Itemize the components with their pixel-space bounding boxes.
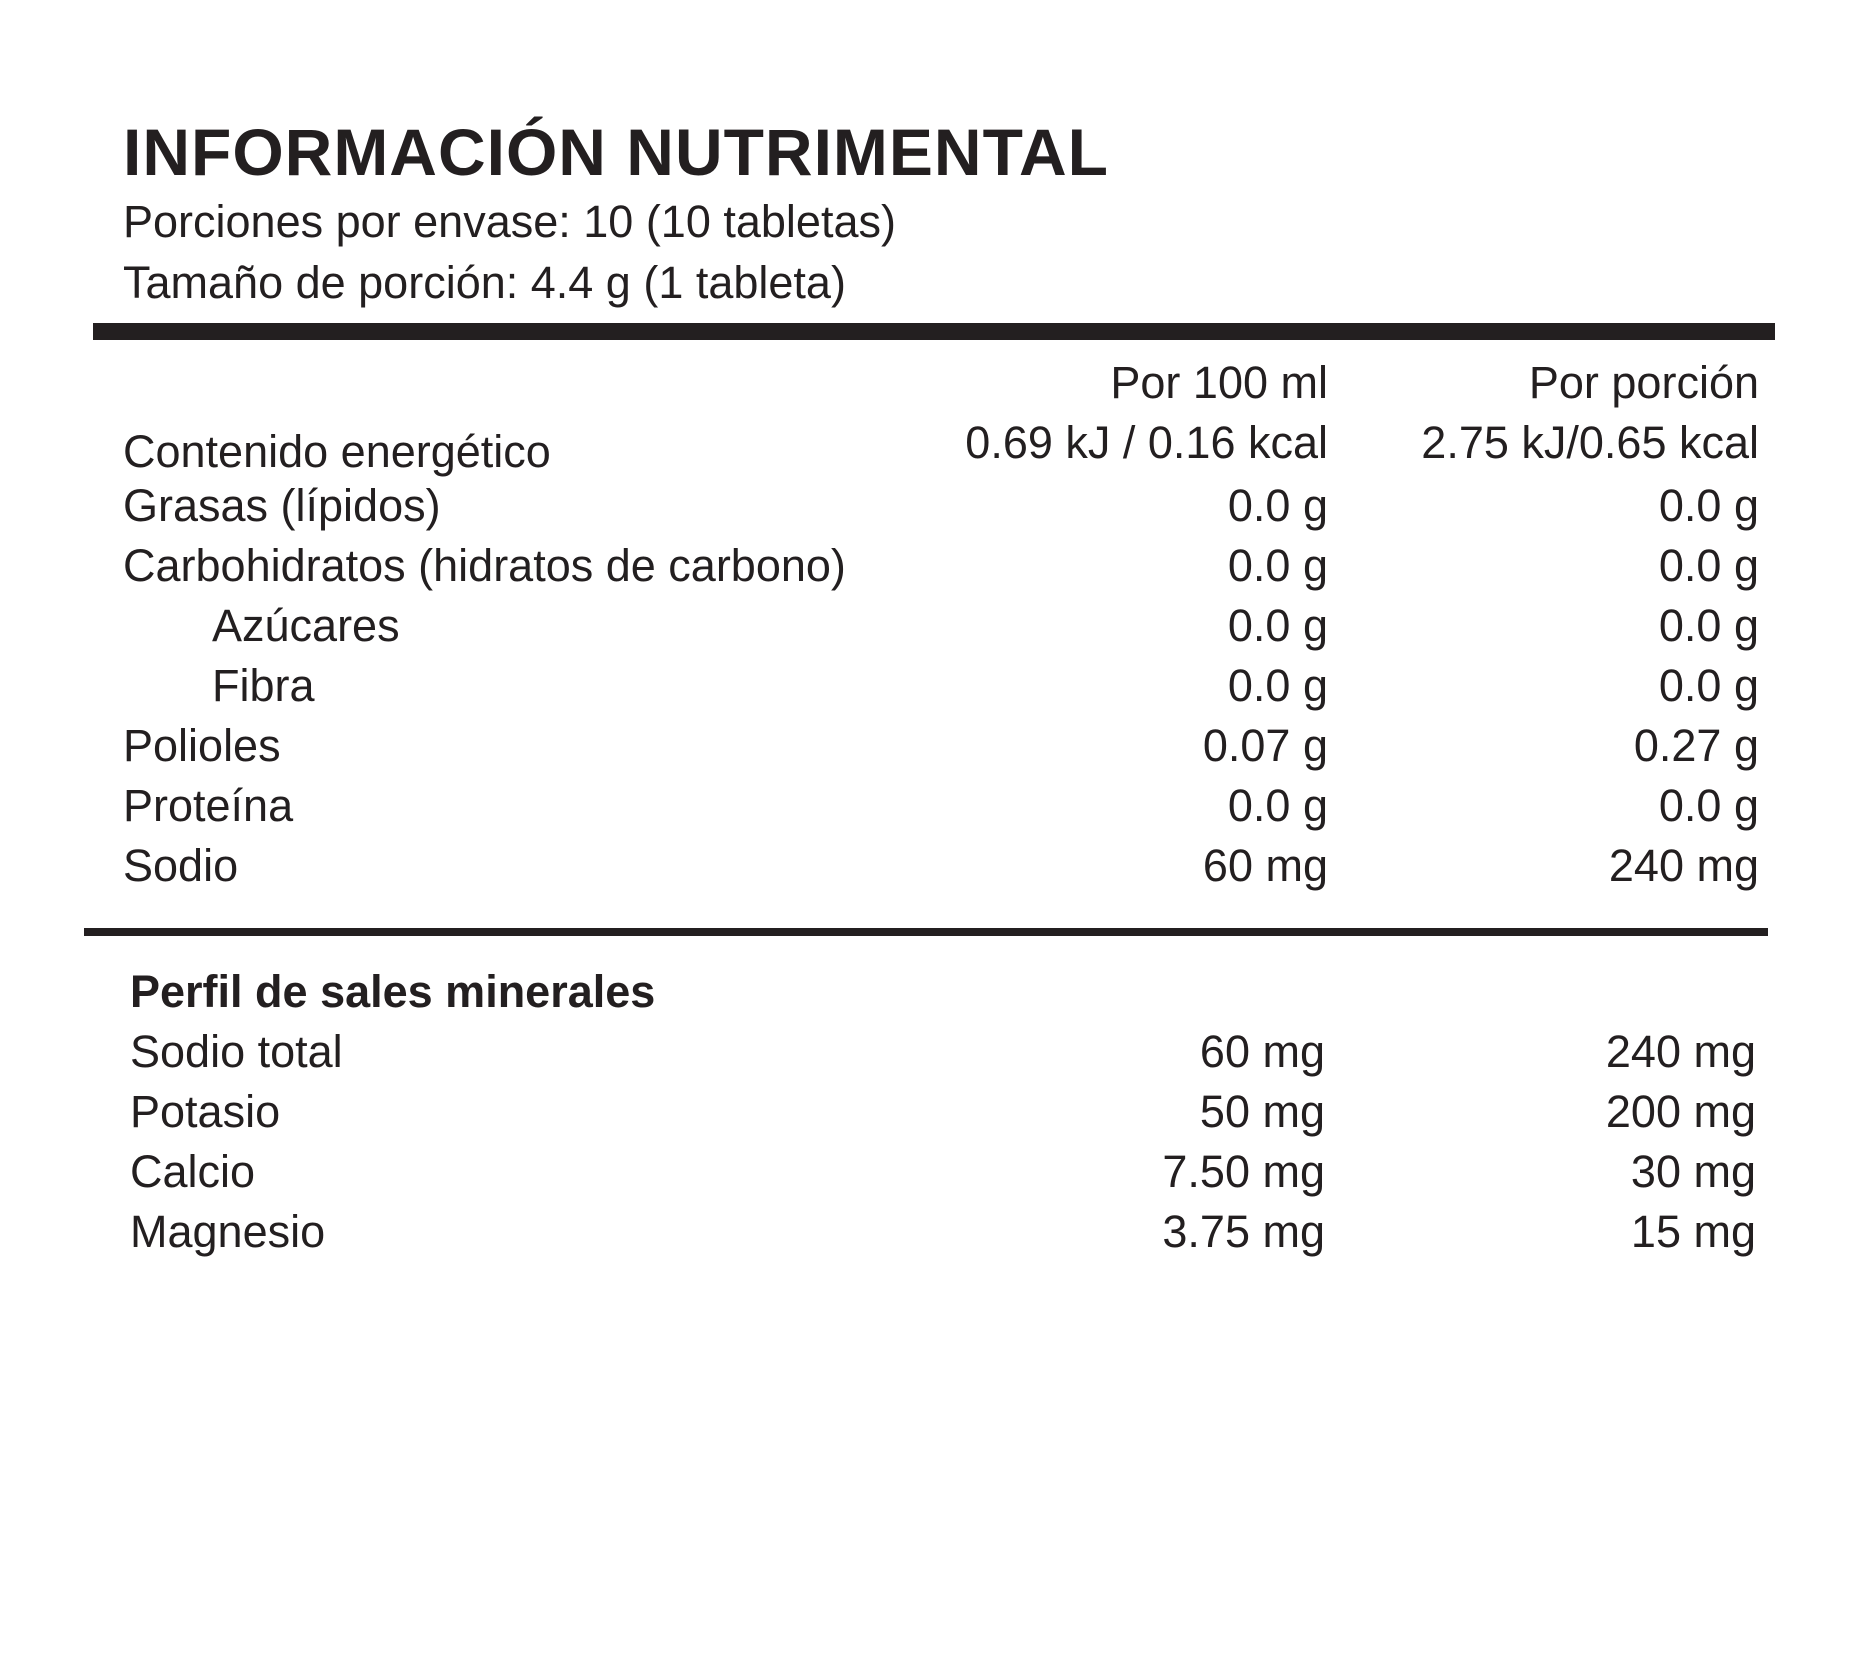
mineral-row-magnesium xyxy=(0,1202,1862,1262)
nutrient-value-per-serving: 2.75 kJ/0.65 kcal xyxy=(1421,417,1759,468)
nutrient-value-per-serving: 0.27 g xyxy=(1633,720,1759,771)
nutrient-name: Polioles xyxy=(123,720,281,771)
nutrient-name: Contenido energético xyxy=(123,426,551,477)
nutrient-value-per-100: 0.69 kJ / 0.16 kcal xyxy=(965,417,1328,468)
minerals-heading: Perfil de sales minerales xyxy=(130,966,656,1017)
nutrient-value-per-serving: 0.0 g xyxy=(1658,600,1759,651)
nutrient-value-per-100: 0.0 g xyxy=(1227,480,1328,531)
servings-per-container: Porciones por envase: 10 (10 tabletas) xyxy=(123,196,896,247)
column-header-row xyxy=(0,353,1862,413)
nutrient-value-per-100: 0.0 g xyxy=(1227,540,1328,591)
section-divider xyxy=(84,928,1768,936)
mineral-value-per-100: 3.75 mg xyxy=(1162,1206,1325,1257)
nutrient-name: Fibra xyxy=(212,660,315,711)
nutrient-name: Proteína xyxy=(123,780,294,831)
mineral-row-potassium xyxy=(0,1082,1862,1142)
nutrient-value-per-100: 0.07 g xyxy=(1202,720,1328,771)
nutrient-row-fat xyxy=(0,476,1862,536)
mineral-name: Calcio xyxy=(130,1146,256,1197)
mineral-value-per-serving: 240 mg xyxy=(1605,1026,1756,1077)
mineral-value-per-100: 60 mg xyxy=(1199,1026,1325,1077)
mineral-value-per-serving: 200 mg xyxy=(1605,1086,1756,1137)
mineral-row-calcium xyxy=(0,1142,1862,1202)
nutrient-value-per-serving: 240 mg xyxy=(1608,840,1759,891)
nutrient-row-sugars xyxy=(0,596,1862,656)
nutrient-row-polyols xyxy=(0,716,1862,776)
nutrient-value-per-serving: 0.0 g xyxy=(1658,660,1759,711)
thick-divider xyxy=(93,323,1775,340)
mineral-name: Magnesio xyxy=(130,1206,326,1257)
column-header-per-serving: Por porción xyxy=(1528,357,1759,408)
nutrient-value-per-100: 0.0 g xyxy=(1227,600,1328,651)
nutrient-name: Grasas (lípidos) xyxy=(123,480,441,531)
nutrient-value-per-100: 0.0 g xyxy=(1227,780,1328,831)
nutrient-row-carbohydrates xyxy=(0,536,1862,596)
mineral-value-per-serving: 30 mg xyxy=(1630,1146,1756,1197)
nutrient-value-per-serving: 0.0 g xyxy=(1658,480,1759,531)
nutrient-row-sodium xyxy=(0,836,1862,896)
mineral-value-per-serving: 15 mg xyxy=(1630,1206,1756,1257)
nutrient-name: Sodio xyxy=(123,840,239,891)
serving-size: Tamaño de porción: 4.4 g (1 tableta) xyxy=(123,257,846,308)
nutrient-value-per-100: 60 mg xyxy=(1202,840,1328,891)
nutrient-row-protein xyxy=(0,776,1862,836)
nutrient-value-per-serving: 0.0 g xyxy=(1658,780,1759,831)
nutrient-value-per-serving: 0.0 g xyxy=(1658,540,1759,591)
nutrient-name: Azúcares xyxy=(212,600,400,651)
mineral-row-sodium-total xyxy=(0,1022,1862,1082)
nutrient-value-per-100: 0.0 g xyxy=(1227,660,1328,711)
nutrient-row-fiber xyxy=(0,656,1862,716)
label-title: INFORMACIÓN NUTRIMENTAL xyxy=(123,115,1109,189)
mineral-value-per-100: 50 mg xyxy=(1199,1086,1325,1137)
nutrient-name: Carbohidratos (hidratos de carbono) xyxy=(123,540,846,591)
mineral-value-per-100: 7.50 mg xyxy=(1162,1146,1325,1197)
mineral-name: Sodio total xyxy=(130,1026,343,1077)
column-header-per-100: Por 100 ml xyxy=(1110,357,1328,408)
nutrient-row-energy-label xyxy=(0,422,1862,482)
mineral-name: Potasio xyxy=(130,1086,281,1137)
